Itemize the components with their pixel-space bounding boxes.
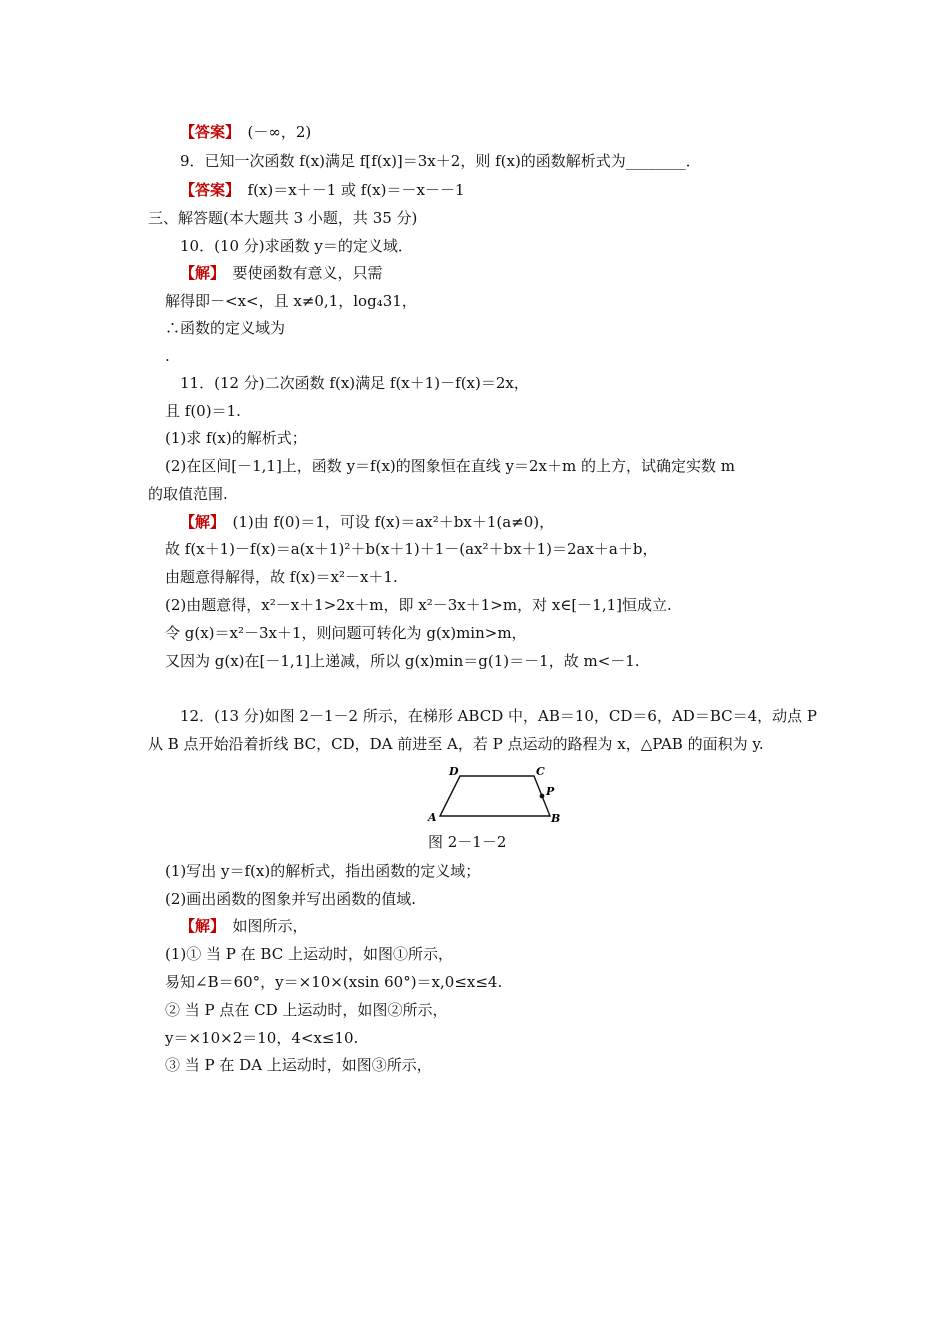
question-11-part-2-cont: 的取值范围. bbox=[148, 485, 228, 503]
solution-12-line-3: 易知∠B＝60°，y＝×10×(xsin 60°)＝x,0≤x≤4. bbox=[165, 973, 503, 991]
solution-12-line-6: ③ 当 P 在 DA 上运动时，如图③所示， bbox=[165, 1056, 432, 1074]
question-12-part-2: (2)画出函数的图象并写出函数的值域. bbox=[165, 890, 417, 908]
solution-10-line-3: ∴函数的定义域为 bbox=[165, 319, 286, 337]
label-p: P bbox=[546, 785, 555, 798]
question-12-part-1: (1)写出 y＝f(x)的解析式，指出函数的定义域； bbox=[165, 862, 481, 880]
solution-10-start: 【解】 要使函数有意义，只需 bbox=[180, 264, 383, 282]
question-11: 11．(12 分)二次函数 f(x)满足 f(x＋1)－f(x)＝2x， bbox=[180, 374, 529, 392]
label-b: B bbox=[551, 812, 561, 825]
trapezoid-figure bbox=[425, 764, 565, 828]
question-12: 12．(13 分)如图 2－1－2 所示，在梯形 ABCD 中，AB＝10，CD＝6，AD＝BC＝4，动点 P bbox=[180, 707, 818, 725]
question-10: 10．(10 分)求函数 y＝的定义域． bbox=[180, 237, 413, 255]
solution-11-line-5: 令 g(x)＝x²－3x＋1，则问题可转化为 g(x)min>m， bbox=[165, 624, 527, 642]
solution-10-line-2: 解得即－<x<，且 x≠0,1，log₄31， bbox=[165, 292, 417, 310]
solution-10-line-4: . bbox=[165, 347, 170, 365]
point-p bbox=[540, 794, 545, 799]
solution-12-line-2: (1)① 当 P 在 BC 上运动时，如图①所示， bbox=[165, 945, 453, 963]
solution-11-line-2: 故 f(x＋1)－f(x)＝a(x＋1)²＋b(x＋1)＋1－(ax²＋bx＋1)＝2ax＋a＋b， bbox=[165, 540, 658, 558]
solution-12-line-5: y＝×10×2＝10，4<x≤10. bbox=[165, 1029, 359, 1047]
label-a: A bbox=[428, 811, 437, 824]
section-heading: 三、解答题(本大题共 3 小题，共 35 分) bbox=[148, 209, 418, 227]
answer-line-9: 【答案】 f(x)＝x＋－1 或 f(x)＝－x－－1 bbox=[180, 181, 465, 199]
question-9: 9．已知一次函数 f(x)满足 f[f(x)]＝3x＋2，则 f(x)的函数解析式为________． bbox=[180, 152, 701, 170]
solution-11-line-3: 由题意得解得，故 f(x)＝x²－x＋1. bbox=[165, 568, 398, 586]
solution-11-line-6: 又因为 g(x)在[－1,1]上递减，所以 g(x)min＝g(1)＝－1，故 m<－1. bbox=[165, 652, 640, 670]
question-12-line-2: 从 B 点开始沿着折线 BC，CD，DA 前进至 A，若 P 点运动的路程为 x，△PAB 的面积为 y. bbox=[148, 735, 764, 753]
question-11-line-2: 且 f(0)＝1. bbox=[165, 402, 241, 420]
question-11-part-1: (1)求 f(x)的解析式； bbox=[165, 429, 307, 447]
question-11-part-2: (2)在区间[－1,1]上，函数 y＝f(x)的图象恒在直线 y＝2x＋m 的上方，试确定实数 m bbox=[165, 457, 735, 475]
label-c: C bbox=[536, 765, 545, 778]
trapezoid-abcd bbox=[440, 776, 550, 816]
solution-11-start: 【解】 (1)由 f(0)＝1，可设 f(x)＝ax²＋bx＋1(a≠0)， bbox=[180, 513, 555, 531]
solution-12-start: 【解】 如图所示， bbox=[180, 917, 308, 935]
figure-caption: 图 2－1－2 bbox=[428, 833, 507, 851]
answer-line-8: 【答案】 (－∞，2) bbox=[180, 123, 312, 141]
solution-11-line-4: (2)由题意得，x²－x＋1>2x＋m，即 x²－3x＋1>m，对 x∈[－1,1]恒成立. bbox=[165, 596, 672, 614]
label-d: D bbox=[449, 765, 459, 778]
solution-12-line-4: ② 当 P 点在 CD 上运动时，如图②所示， bbox=[165, 1001, 448, 1019]
